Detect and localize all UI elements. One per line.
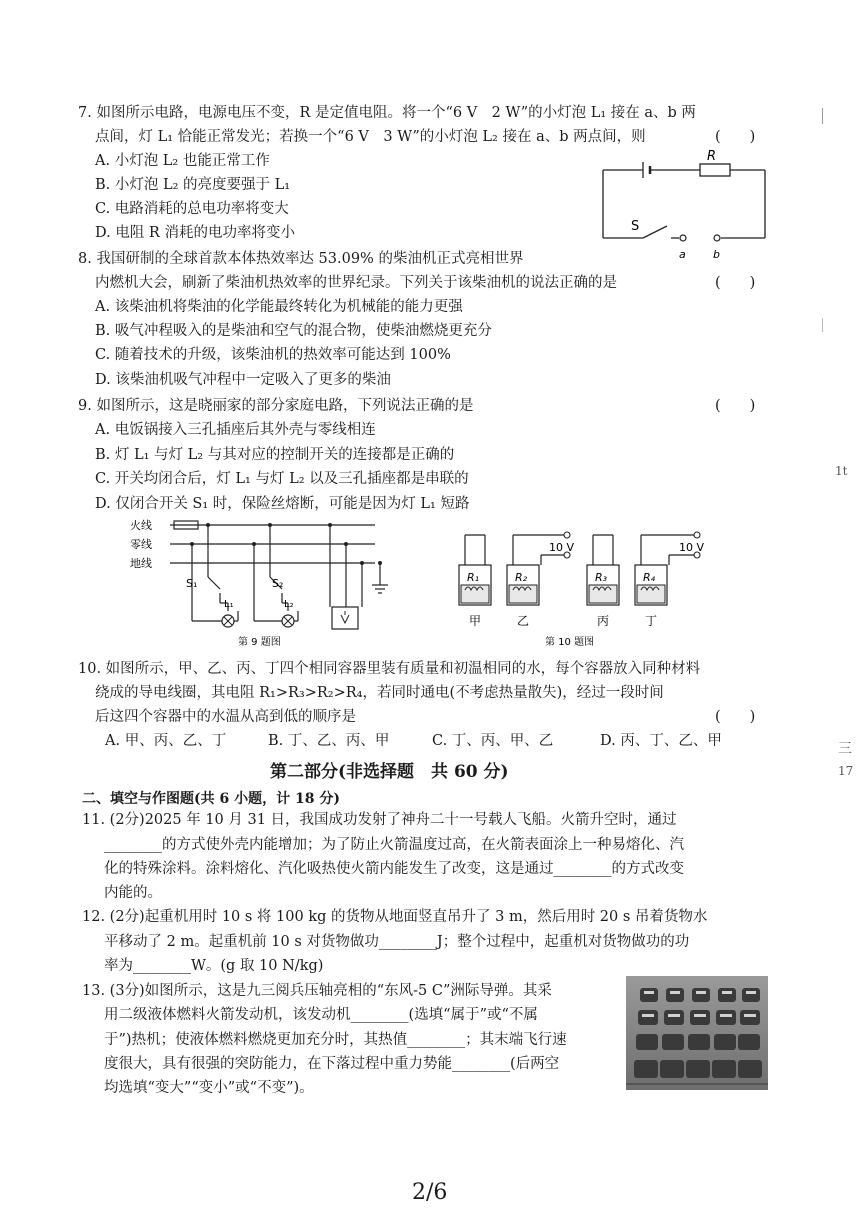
q8-option-b: B. 吸气冲程吸入的是柴油和空气的混合物，使柴油燃烧更充分 (95, 323, 492, 339)
margin-mark-3: 17 (838, 764, 854, 778)
q11-line2: ________的方式使外壳内能增加；为了防止火箭温度过高，在火箭表面涂上一种易熔化、汽 (104, 837, 684, 853)
q10-fig-jia-label: 甲 (469, 614, 482, 628)
q8-option-c: C. 随着技术的升级，该柴油机的热效率可能达到 100% (95, 347, 451, 363)
q9-fig-neutral-label: 零线 (130, 538, 152, 551)
q10-fig-r3-label: R₃ (595, 571, 608, 584)
q7-option-d: D. 电阻 R 消耗的电功率将变小 (95, 225, 295, 241)
q10-fig-voltage-left: 10 V (549, 541, 575, 554)
q10-fig-yi-label: 乙 (517, 614, 530, 628)
q7-fig-b-label: b (713, 248, 720, 261)
q9-option-d: D. 仅闭合开关 S₁ 时，保险丝熔断，可能是因为灯 L₁ 短路 (95, 496, 470, 512)
missile-parade-photo (626, 976, 768, 1090)
q7-option-a: A. 小灯泡 L₂ 也能正常工作 (95, 153, 270, 169)
q8-line2: 内燃机大会，刷新了柴油机热效率的世界纪录。下列关于该柴油机的说法正确的是 (95, 275, 617, 291)
q9-fig-l1-label: L₁ (224, 599, 234, 610)
q10-fig-r1-label: R₁ (467, 571, 480, 584)
q9-fig-live-label: 火线 (130, 519, 152, 532)
q11-line4: 内能的。 (104, 885, 162, 901)
q9-fig-l2-label: L₂ (284, 599, 294, 610)
q11-line1: 11. (2分)2025 年 10 月 31 日，我国成功发射了神舟二十一号载人飞船。火箭升空时，通过 (82, 812, 677, 828)
q10-fig-caption: 第 10 题图 (545, 637, 595, 648)
q7-fig-r-label: R (707, 149, 717, 164)
q12-line3: 率为________W。(g 取 10 N/kg) (104, 958, 324, 974)
q7-fig-s-label: S (631, 219, 640, 234)
q7-line2: 点间，灯 L₁ 恰能正常发光；若换一个“6 V 3 W”的小灯泡 L₂ 接在 a、b 两点间，则 (95, 129, 646, 145)
q9-option-b: B. 灯 L₁ 与灯 L₂ 与其对应的控制开关的连接都是正确的 (95, 447, 455, 463)
q9-line1: 9. 如图所示，这是晓丽家的部分家庭电路，下列说法正确的是 (78, 398, 474, 414)
q9-option-c: C. 开关均闭合后，灯 L₁ 与灯 L₂ 以及三孔插座都是串联的 (95, 471, 469, 487)
q13-line4: 度很大，具有很强的突防能力，在下落过程中重力势能________(后两空 (104, 1056, 560, 1072)
q10-containers-figure (445, 525, 725, 650)
q10-option-b: B. 丁、乙、丙、甲 (268, 733, 390, 749)
q10-line1: 10. 如图所示，甲、乙、丙、丁四个相同容器里装有质量和初温相同的水，每个容器放入同种材料 (78, 661, 701, 677)
q7-paren: ( ) (715, 129, 756, 145)
q10-fig-bing-label: 丙 (597, 614, 610, 628)
page-number: 2/6 (412, 1180, 448, 1205)
q10-fig-r4-label: R₄ (643, 571, 656, 584)
q7-option-c: C. 电路消耗的总电功率将变大 (95, 201, 289, 217)
q10-fig-voltage-right: 10 V (679, 541, 705, 554)
q9-household-circuit (130, 515, 420, 650)
q10-fig-r2-label: R₂ (515, 571, 528, 584)
q8-line1: 8. 我国研制的全球首款本体热效率达 53.09% 的柴油机正式亮相世界 (78, 251, 524, 267)
q9-fig-ground-label: 地线 (130, 557, 152, 570)
margin-tick-2 (822, 318, 823, 332)
q10-option-a: A. 甲、丙、乙、丁 (105, 733, 227, 749)
q8-option-d: D. 该柴油机吸气冲程中一定吸入了更多的柴油 (95, 372, 391, 388)
q8-paren: ( ) (715, 275, 756, 291)
margin-mark-2: 三 (838, 741, 852, 757)
q12-line1: 12. (2分)起重机用时 10 s 将 100 kg 的货物从地面竖直吊升了 3 m，然后用时 20 s 吊着货物水 (82, 909, 708, 925)
q9-fig-s2-label: S₂ (272, 577, 284, 590)
q10-option-c: C. 丁、丙、甲、乙 (432, 733, 554, 749)
q10-line3: 后这四个容器中的水温从高到低的顺序是 (95, 709, 356, 725)
q10-option-d: D. 丙、丁、乙、甲 (600, 733, 722, 749)
q13-line5: 均选填“变大”“变小”或“不变”)。 (104, 1080, 314, 1096)
q9-fig-s1-label: S₁ (186, 577, 198, 590)
q7-option-b: B. 小灯泡 L₂ 的亮度要强于 L₁ (95, 177, 291, 193)
q9-option-a: A. 电饭锅接入三孔插座后其外壳与零线相连 (95, 422, 376, 438)
margin-mark-1: 1t (835, 464, 848, 478)
q10-paren: ( ) (715, 709, 756, 725)
q7-line1: 7. 如图所示电路，电源电压不变，R 是定值电阻。将一个“6 V 2 W”的小灯泡 L₁ 接在 a、b 两 (78, 105, 696, 121)
q13-line3: 于”)热机；使液体燃料燃烧更加充分时，其热值________；其末端飞行速 (104, 1032, 567, 1048)
q10-fig-ding-label: 丁 (645, 614, 658, 628)
q11-line3: 化的特殊涂料。涂料熔化、汽化吸热使火箭内能发生了改变，这是通过________的方式改变 (104, 861, 684, 877)
section2-heading: 二、填空与作图题(共 6 小题，计 18 分) (82, 791, 340, 807)
q9-paren: ( ) (715, 398, 756, 414)
q7-fig-a-label: a (679, 248, 686, 261)
q8-option-a: A. 该柴油机将柴油的化学能最终转化为机械能的能力更强 (95, 299, 463, 315)
q12-line2: 平移动了 2 m。起重机前 10 s 对货物做功________J；整个过程中，起重机对货物做功的功 (104, 934, 690, 950)
q13-line2: 用二级液体燃料火箭发动机，该发动机________(选填“属于”或“不属 (104, 1007, 538, 1023)
q13-line1: 13. (3分)如图所示，这是九三阅兵压轴亮相的“东风-5 C”洲际导弹。其采 (82, 983, 552, 999)
q7-circuit-diagram (595, 148, 770, 263)
margin-tick-1 (822, 108, 823, 124)
q10-line2: 绕成的导电线圈，其电阻 R₁>R₃>R₂>R₄，若同时通电(不考虑热量散失)，经过一段时间 (95, 685, 664, 701)
part2-heading: 第二部分(非选择题 共 60 分) (270, 762, 509, 782)
q9-fig-caption: 第 9 题图 (238, 637, 281, 648)
